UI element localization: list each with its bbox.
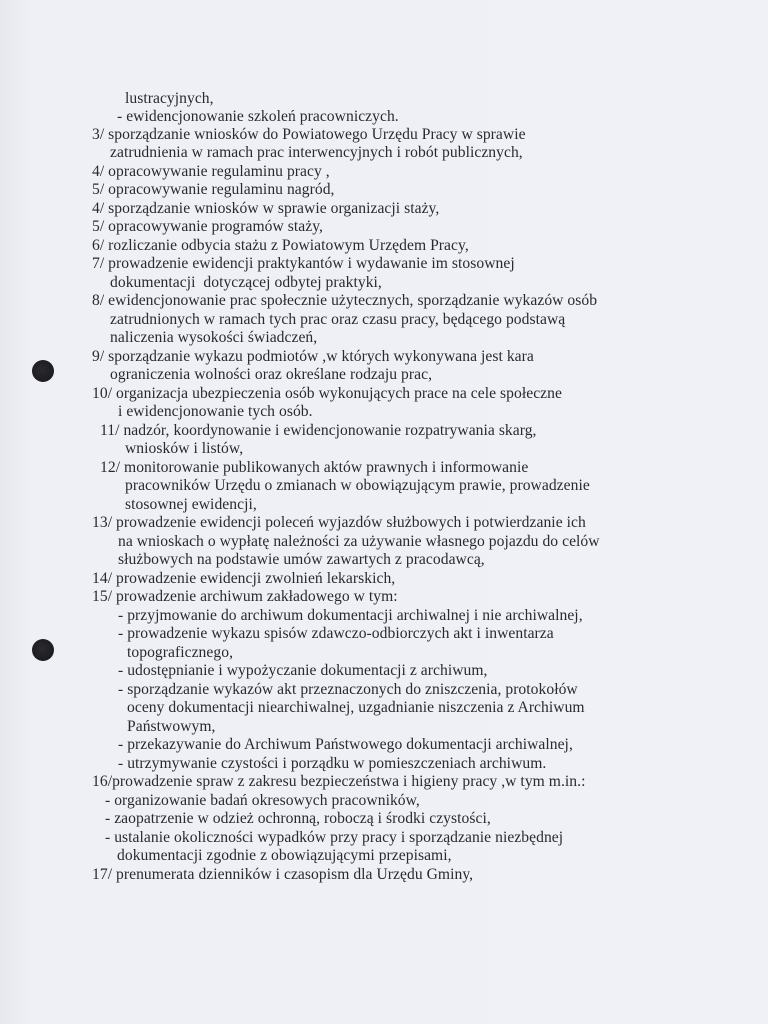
text-line-item: 12/ monitorowanie publikowanych aktów prawnych i informowanie — [100, 459, 529, 476]
text-line-subitem: - zaopatrzenie w odzież ochronną, roboczą i środki czystości, — [105, 810, 491, 827]
text-line-item: 15/ prowadzenie archiwum zakładowego w tym: — [92, 588, 398, 605]
text-line-item: 8/ ewidencjonowanie prac społecznie użytecznych, sporządzanie wykazów osób — [92, 292, 598, 309]
text-line-item: 13/ prowadzenie ewidencji poleceń wyjazdów służbowych i potwierdzanie ich — [92, 514, 586, 531]
text-line-continuation: stosownej ewidencji, — [125, 496, 257, 513]
text-line-item: 11/ nadzór, koordynowanie i ewidencjonowanie rozpatrywania skarg, — [100, 422, 537, 439]
text-line-continuation: na wnioskach o wypłatę należności za używanie własnego pojazdu do celów — [118, 533, 600, 550]
text-line-subitem: - ustalanie okoliczności wypadków przy pracy i sporządzanie niezbędnej — [105, 829, 564, 846]
text-line-subitem: - prowadzenie wykazu spisów zdawczo-odbiorczych akt i inwentarza — [118, 625, 554, 642]
text-line-subitem: - udostępnianie i wypożyczanie dokumentacji z archiwum, — [118, 662, 488, 679]
text-line-subitem: - przekazywanie do Archiwum Państwowego dokumentacji archiwalnej, — [118, 736, 573, 753]
text-line-continuation: wniosków i listów, — [125, 440, 244, 457]
text-line-continuation: i ewidencjonowanie tych osób. — [118, 403, 313, 420]
text-line-continuation: Państwowym, — [127, 718, 216, 735]
text-line-item: 7/ prowadzenie ewidencji praktykantów i wydawanie im stosownej — [92, 255, 515, 272]
text-line-continuation: zatrudnienia w ramach prac interwencyjnych i robót publicznych, — [110, 144, 523, 161]
text-line-item: 5/ opracowywanie programów staży, — [92, 218, 324, 235]
punch-hole — [32, 639, 54, 661]
text-line-continuation: zatrudnionych w ramach tych prac oraz czasu pracy, będącego podstawą — [110, 311, 566, 328]
text-line-subitem: - organizowanie badań okresowych pracowników, — [105, 792, 420, 809]
text-line-item: 4/ sporządzanie wniosków w sprawie organizacji staży, — [92, 200, 440, 217]
text-line-item: 16/prowadzenie spraw z zakresu bezpieczeństwa i higieny pracy ,w tym m.in.: — [92, 773, 586, 790]
text-line-item: 6/ rozliczanie odbycia stażu z Powiatowym Urzędem Pracy, — [92, 237, 469, 254]
text-line-item: 3/ sporządzanie wniosków do Powiatowego Urzędu Pracy w sprawie — [92, 126, 526, 143]
text-line-subitem: - sporządzanie wykazów akt przeznaczonych do zniszczenia, protokołów — [118, 681, 578, 698]
text-line-item: 14/ prowadzenie ewidencji zwolnień lekarskich, — [92, 570, 396, 587]
text-line-item: 17/ prenumerata dzienników i czasopism dla Urzędu Gminy, — [92, 866, 474, 883]
text-line-continuation: lustracyjnych, — [125, 90, 214, 107]
text-line-continuation: służbowych na podstawie umów zawartych z pracodawcą, — [118, 551, 485, 568]
text-line-item: 10/ organizacja ubezpieczenia osób wykonujących prace na cele społeczne — [92, 385, 562, 402]
text-line-continuation: ograniczenia wolności oraz określane rodzaju prac, — [110, 366, 433, 383]
text-line-item: 9/ sporządzanie wykazu podmiotów ,w których wykonywana jest kara — [92, 348, 534, 365]
text-line-continuation: oceny dokumentacji niearchiwalnej, uzgadnianie niszczenia z Archiwum — [127, 699, 585, 716]
text-line-continuation: topograficznego, — [127, 644, 234, 661]
text-line-continuation: naliczenia wysokości świadczeń, — [110, 329, 318, 346]
text-line-subitem: - ewidencjonowanie szkoleń pracowniczych. — [117, 108, 399, 125]
text-line-continuation: dokumentacji zgodnie z obowiązującymi przepisami, — [117, 847, 452, 864]
text-line-continuation: dokumentacji dotyczącej odbytej praktyki, — [110, 274, 382, 291]
text-line-continuation: pracowników Urzędu o zmianach w obowiązującym prawie, prowadzenie — [125, 477, 590, 494]
text-line-item: 4/ opracowywanie regulaminu pracy , — [92, 163, 330, 180]
punch-hole — [32, 360, 54, 382]
text-line-item: 5/ opracowywanie regulaminu nagród, — [92, 181, 335, 198]
text-line-subitem: - przyjmowanie do archiwum dokumentacji archiwalnej i nie archiwalnej, — [118, 607, 583, 624]
text-line-subitem: - utrzymywanie czystości i porządku w pomieszczeniach archiwum. — [118, 755, 547, 772]
